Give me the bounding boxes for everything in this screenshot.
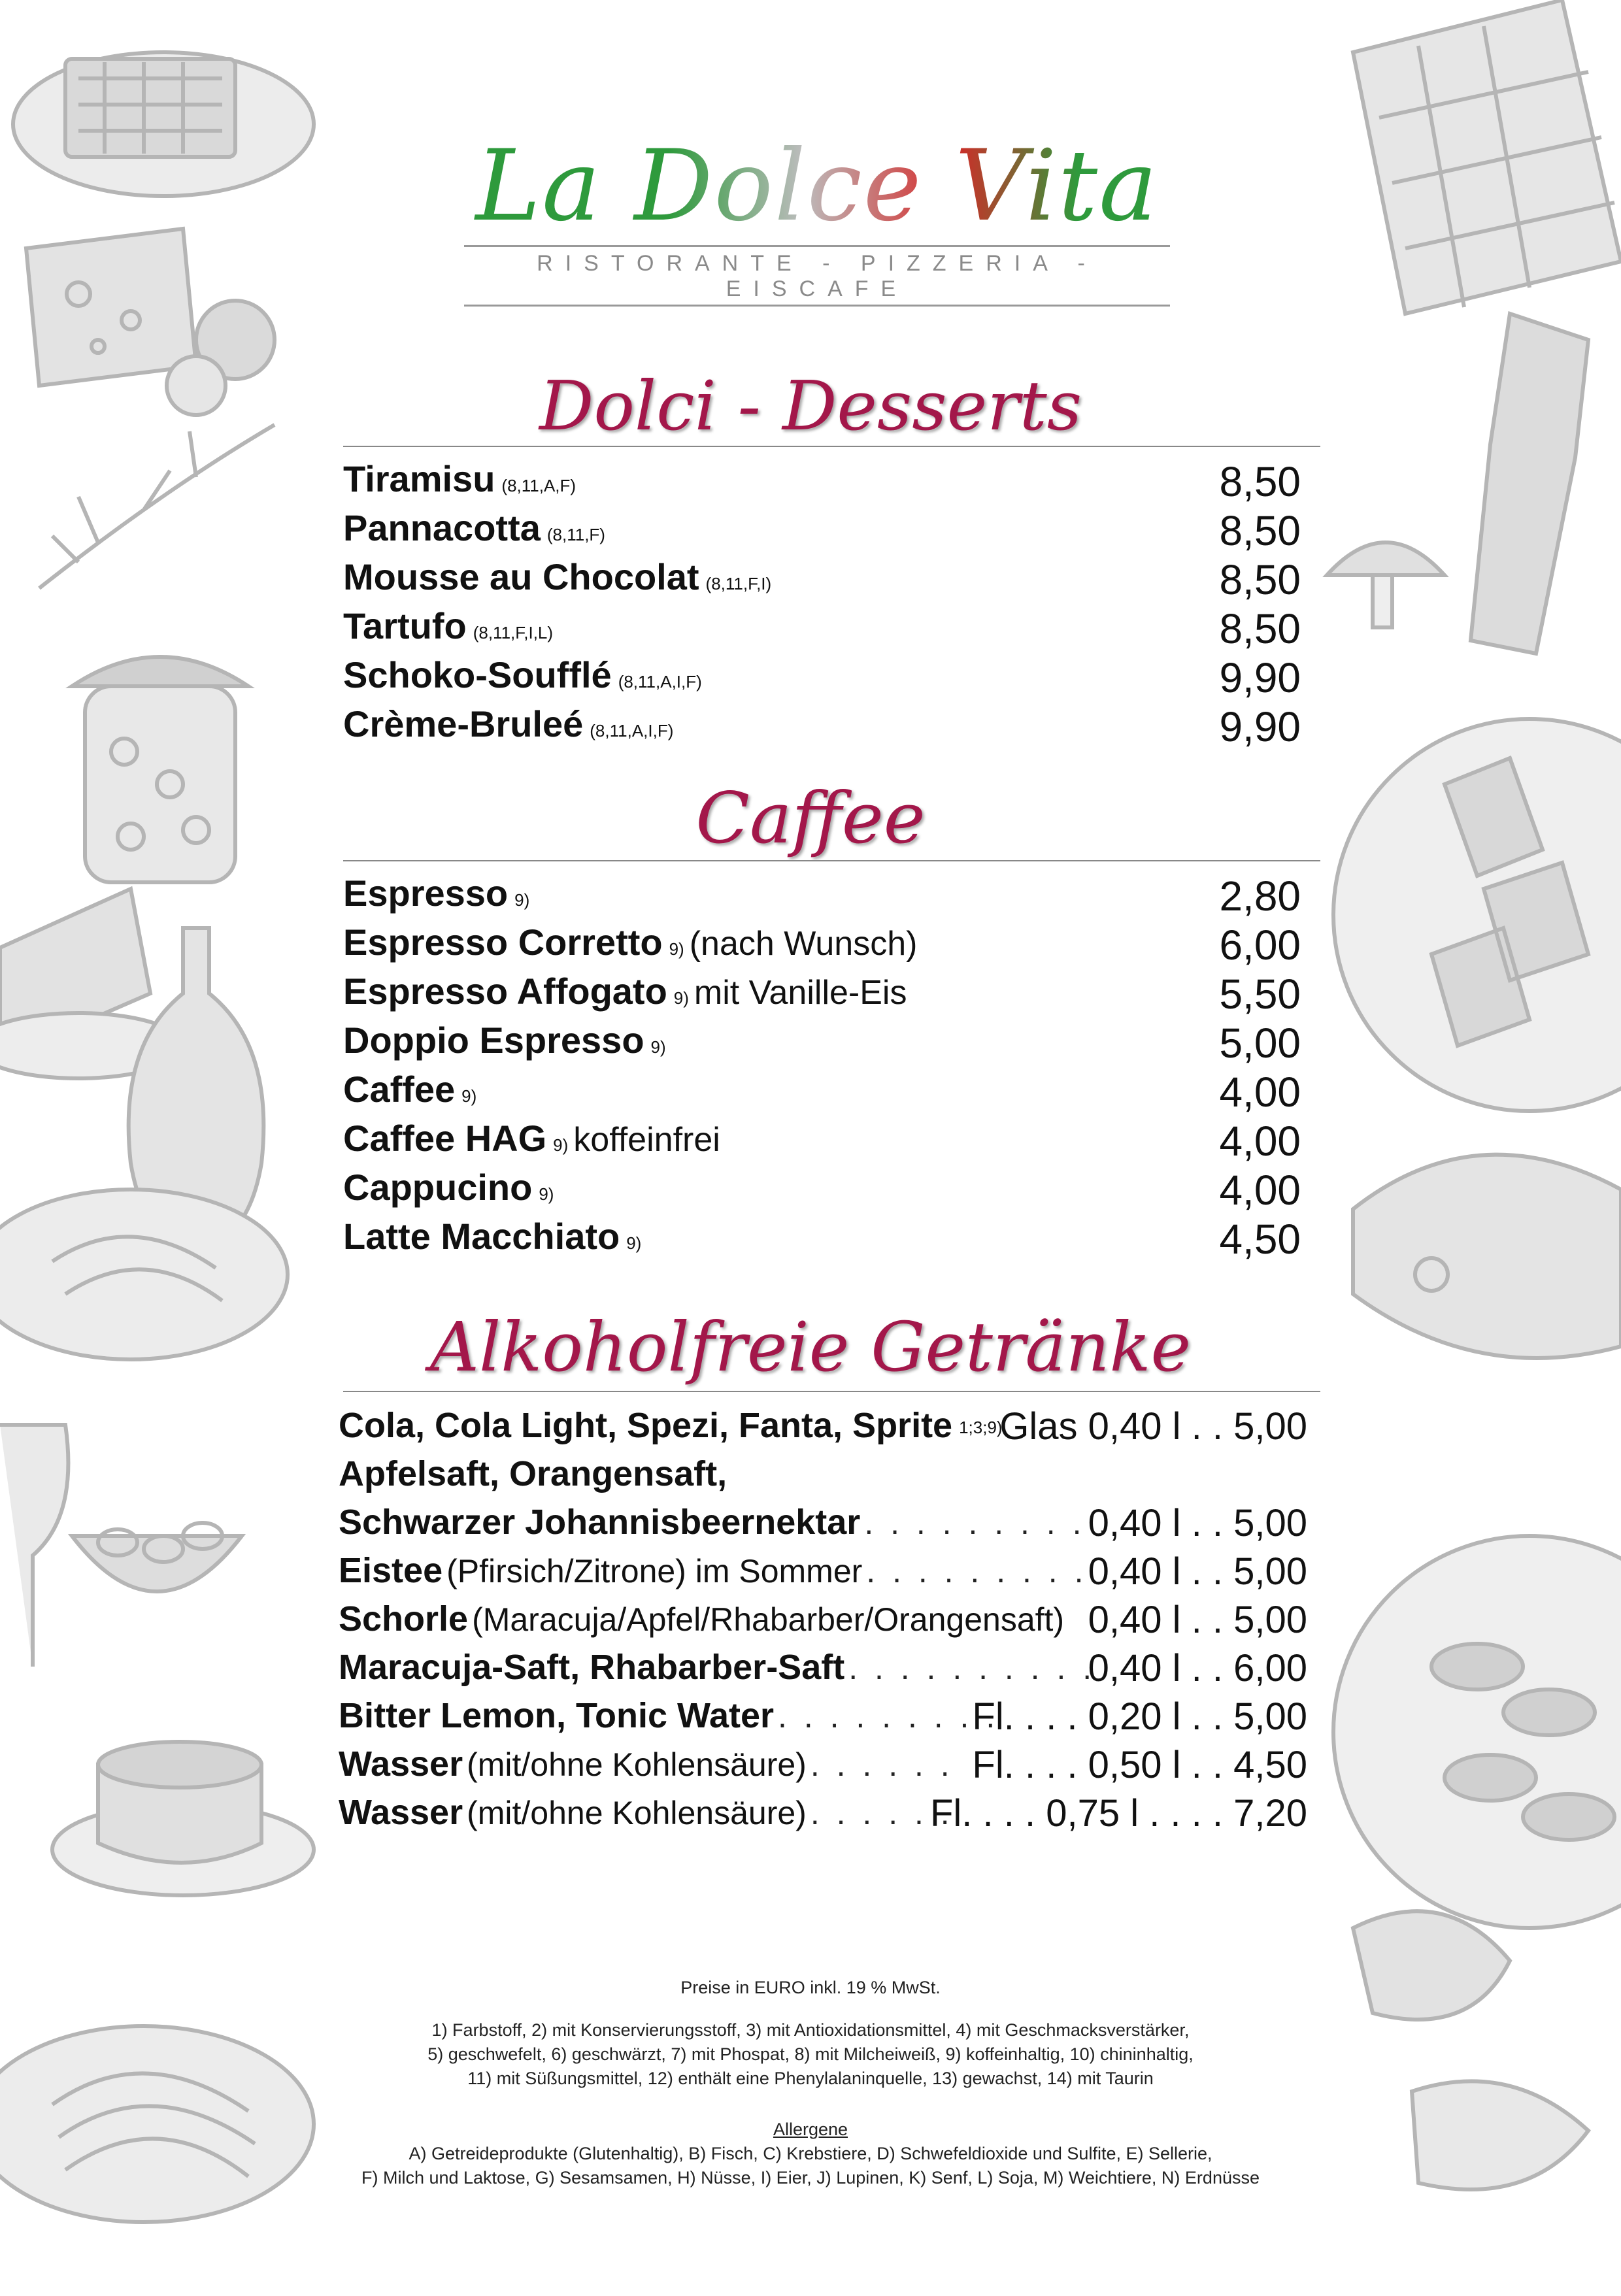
menu-item-name: Tiramisu	[343, 458, 495, 499]
menu-item-price: 2,80	[1219, 873, 1301, 920]
menu-item-codes: (8,11,F,I)	[705, 574, 772, 593]
menu-item-name: Espresso	[343, 873, 509, 914]
drink-item-name: Schorle	[339, 1599, 469, 1639]
drink-item-size-price: 0,40 l . . 6,00	[1088, 1647, 1307, 1689]
drink-item	[339, 1599, 1307, 1646]
menu-item	[343, 872, 1301, 919]
drink-item	[339, 1502, 1307, 1549]
menu-item-price: 5,00	[1219, 1020, 1301, 1067]
menu-item-codes: (8,11,F)	[546, 525, 605, 544]
menu-item-note: (nach Wunsch)	[689, 925, 918, 963]
drink-item-name: Schwarzer Johannisbeernektar	[339, 1503, 861, 1542]
drink-item-size-price: 0,40 l . . 5,00	[1088, 1550, 1307, 1593]
menu-item-name: Caffee	[343, 1069, 456, 1110]
logo-subtitle: RISTORANTE - PIZZERIA - EISCAFE	[464, 245, 1170, 307]
wine-glass-icon	[0, 1425, 68, 1667]
menu-item	[343, 458, 1301, 505]
menu-item-price: 9,90	[1219, 703, 1301, 750]
menu-item	[343, 1019, 1301, 1066]
drink-item-note: (Pfirsich/Zitrone) im Sommer	[446, 1553, 863, 1589]
section-divider	[343, 1391, 1320, 1392]
menu-item-codes: 9)	[539, 1184, 554, 1204]
drink-item	[339, 1744, 1307, 1791]
menu-item-name: Latte Macchiato	[343, 1216, 620, 1257]
menu-item-codes: 9)	[673, 988, 689, 1008]
menu-item-note: mit Vanille-Eis	[694, 974, 907, 1012]
additives-line: 5) geschwefelt, 6) geschwärzt, 7) mit Phospat, 8) mit Milcheiweiß, 9) koffeinhaltig, 10) chininhaltig,	[427, 2044, 1194, 2064]
menu-item-name: Mousse au Chocolat	[343, 556, 699, 597]
menu-item-name: Cappucino	[343, 1167, 533, 1208]
drink-item-name: Apfelsaft, Orangensaft,	[339, 1454, 727, 1493]
menu-item-codes: 9)	[669, 939, 684, 959]
oyster-icon	[1353, 1911, 1588, 2189]
fish-icon	[1353, 1155, 1621, 1358]
logo-name: La Dolce Vita	[444, 134, 1190, 239]
menu-item-price: 5,50	[1219, 971, 1301, 1018]
dot-leader: . . . . . . . . . .	[864, 1505, 1112, 1541]
right-food-sketches	[1314, 0, 1621, 2293]
menu-item-price: 8,50	[1219, 556, 1301, 603]
spaghetti-plate-icon	[0, 2026, 314, 2222]
section-title-caffee: Caffee	[695, 778, 926, 859]
menu-item-price: 4,50	[1219, 1216, 1301, 1263]
drink-item-note: (mit/ohne Kohlensäure)	[467, 1746, 807, 1783]
dot-leader: . . . . . .	[810, 1795, 954, 1831]
drink-item-codes: 1;3;9)	[959, 1417, 1003, 1437]
dot-leader: . . . . . . . . .	[866, 1553, 1088, 1589]
drink-item-size-price: Fl. . . . 0,20 l . . 5,00	[972, 1695, 1307, 1738]
section-divider	[343, 446, 1320, 447]
menu-item	[343, 703, 1301, 750]
menu-item-name: Espresso Corretto	[343, 922, 663, 963]
menu-item	[343, 654, 1301, 701]
menu-item	[343, 970, 1301, 1017]
jar-icon	[72, 657, 248, 882]
additives-legend	[314, 2018, 1307, 2091]
drink-item	[339, 1792, 1307, 1839]
drink-item-size-price: 0,40 l . . 5,00	[1088, 1599, 1307, 1641]
menu-item-codes: (8,11,A,I,F)	[618, 672, 702, 691]
drink-item-size-price: Fl. . . . 0,75 l . . . . 7,20	[929, 1792, 1307, 1835]
menu-item-price: 6,00	[1219, 922, 1301, 969]
menu-item-price: 4,00	[1219, 1167, 1301, 1214]
menu-item-name: Pannacotta	[343, 507, 541, 548]
menu-item	[343, 1166, 1301, 1213]
dot-leader: . . . . . .	[810, 1746, 954, 1783]
drink-item-name: Bitter Lemon, Tonic Water	[339, 1696, 775, 1735]
additives-line: 1) Farbstoff, 2) mit Konservierungsstoff, 3) mit Antioxidationsmittel, 4) mit Geschmacksverstärker,	[431, 2020, 1190, 2040]
left-food-sketches	[0, 0, 340, 2293]
penne-plate-icon	[1333, 719, 1621, 1111]
menu-item-codes: 9)	[461, 1086, 477, 1106]
menu-item-codes: (8,11,F,I,L)	[473, 623, 554, 642]
drink-item-name: Maracuja-Saft, Rhabarber-Saft	[339, 1648, 845, 1687]
menu-item-name: Crème-Bruleé	[343, 703, 584, 744]
menu-item-price: 9,90	[1219, 654, 1301, 701]
additives-line: 11) mit Süßungsmittel, 12) enthält eine Phenylalaninquelle, 13) gewachst, 14) mit Taurin	[467, 2069, 1154, 2088]
menu-item-codes: 9)	[514, 890, 530, 910]
drink-item-size-price: Glas 0,40 l . . 5,00	[999, 1405, 1307, 1448]
menu-item-price: 4,00	[1219, 1069, 1301, 1116]
cheese-icon	[26, 229, 196, 386]
dot-leader: . . . . . . . . . .	[848, 1650, 1096, 1686]
drink-item-name: Cola, Cola Light, Spezi, Fanta, Sprite	[339, 1406, 953, 1445]
menu-item-price: 8,50	[1219, 507, 1301, 554]
allergen-line: A) Getreideprodukte (Glutenhaltig), B) Fisch, C) Krebstiere, D) Schwefeldioxide und Sulfite, E) Sellerie,	[409, 2144, 1212, 2163]
pasta-plate-icon	[0, 1190, 288, 1359]
drink-item-size-price: Fl. . . . 0,50 l . . 4,50	[972, 1744, 1307, 1786]
menu-item-codes: 9)	[553, 1135, 569, 1155]
menu-item-codes: 9)	[626, 1233, 642, 1253]
drink-item-name: Wasser	[339, 1744, 463, 1784]
allergen-title: Allergene	[773, 2120, 848, 2139]
menu-item-name: Espresso Affogato	[343, 971, 667, 1012]
drink-item-name: Eistee	[339, 1551, 443, 1590]
drink-item	[339, 1454, 1307, 1501]
mussel-plate-icon	[1333, 1536, 1621, 1928]
menu-item	[343, 605, 1301, 652]
pizza-icon	[1353, 0, 1621, 314]
menu-item-name: Doppio Espresso	[343, 1020, 644, 1061]
menu-item-note: koffeinfrei	[573, 1121, 720, 1159]
dot-leader: . . . . . . . . .	[778, 1698, 999, 1735]
menu-item-price: 8,50	[1219, 458, 1301, 505]
drink-item-note: (mit/ohne Kohlensäure)	[467, 1795, 807, 1831]
section-divider	[343, 860, 1320, 861]
menu-item-name: Schoko-Soufflé	[343, 654, 612, 695]
menu-item	[343, 507, 1301, 554]
drink-item-name: Wasser	[339, 1793, 463, 1832]
drink-item	[339, 1550, 1307, 1597]
wine-bottle-icon	[1471, 314, 1588, 654]
menu-item	[343, 1215, 1301, 1262]
menu-item	[343, 556, 1301, 603]
waffle-plate-icon	[13, 52, 314, 196]
menu-item	[343, 921, 1301, 968]
section-title-desserts: Dolci - Desserts	[539, 366, 1082, 446]
menu-item	[343, 1117, 1301, 1164]
menu-item-name: Caffee HAG	[343, 1118, 547, 1159]
drink-item	[339, 1405, 1307, 1452]
allergen-line: F) Milch und Laktose, G) Sesamsamen, H) Nüsse, I) Eier, J) Lupinen, K) Senf, L) Soja, M) Weichtiere, N) Erdnüsse	[361, 2168, 1260, 2188]
mushroom-icon	[1327, 542, 1445, 627]
vat-note: Preise in EURO inkl. 19 % MwSt.	[680, 1978, 941, 1997]
restaurant-logo	[444, 129, 1190, 307]
drink-item	[339, 1647, 1307, 1694]
menu-item	[343, 1068, 1301, 1115]
menu-item-codes: (8,11,A,F)	[501, 476, 577, 495]
menu-item-codes: (8,11,A,I,F)	[590, 721, 674, 740]
coffee-cup-icon	[52, 1742, 314, 1895]
section-title-drinks: Alkoholfreie Getränke	[429, 1307, 1192, 1387]
drink-item	[339, 1695, 1307, 1742]
menu-item-price: 4,00	[1219, 1118, 1301, 1165]
drink-item-size-price: 0,40 l . . 5,00	[1088, 1502, 1307, 1544]
olive-bowl-icon	[72, 1523, 242, 1591]
menu-item-codes: 9)	[650, 1037, 666, 1057]
herb-sprig-icon	[39, 425, 275, 588]
menu-item-name: Tartufo	[343, 605, 467, 646]
allergen-legend	[314, 2118, 1307, 2190]
menu-item-price: 8,50	[1219, 605, 1301, 652]
drink-item-note: (Maracuja/Apfel/Rhabarber/Orangensaft)	[472, 1601, 1065, 1638]
